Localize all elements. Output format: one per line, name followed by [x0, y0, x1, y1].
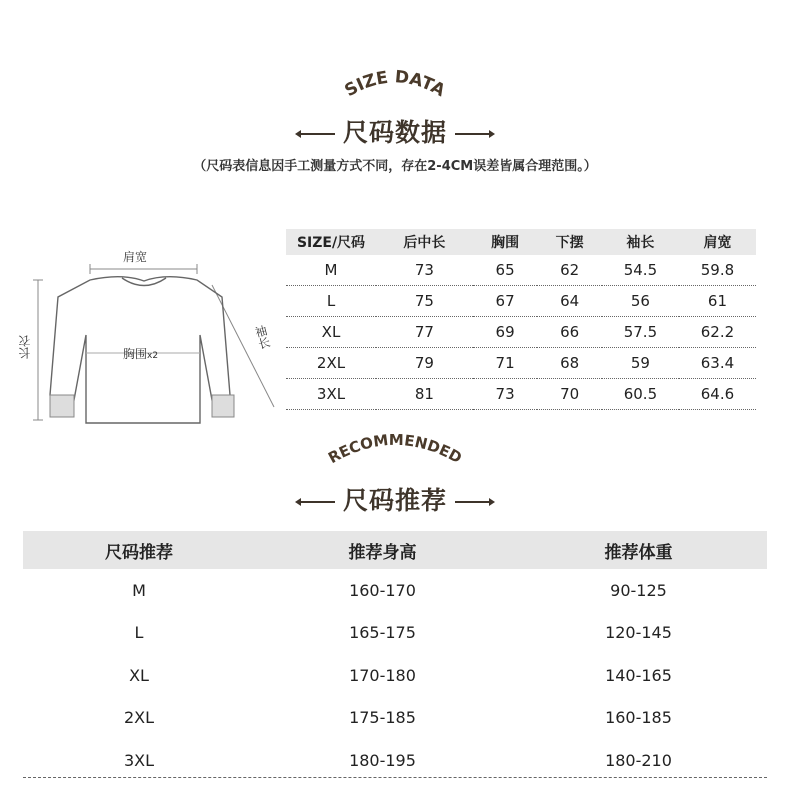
- hem-cell: 64: [537, 286, 602, 317]
- table-row: [286, 286, 756, 317]
- sleeve-cell: 54.5: [602, 255, 679, 286]
- recommend-table: [23, 531, 767, 782]
- table-row: [23, 569, 767, 612]
- header-size: SIZE/尺码: [286, 229, 376, 255]
- size-table-header-row: [286, 229, 756, 255]
- size-cell: L: [286, 286, 376, 317]
- table-row: [286, 317, 756, 348]
- sleeve-cell: 56: [602, 286, 679, 317]
- shoulder-cell: 62.2: [679, 317, 756, 348]
- header-sleeve: 袖长: [602, 229, 679, 255]
- hem-cell: 62: [537, 255, 602, 286]
- svg-text:RECOMMENDED: [325, 431, 465, 467]
- height-cell: 160-170: [349, 580, 416, 600]
- header-hem: 下摆: [537, 229, 602, 255]
- header-recommended-weight: 推荐体重: [510, 531, 767, 569]
- recommended-arc-text: RECOMMENDED: [325, 430, 465, 468]
- shoulder-cell: 63.4: [679, 348, 756, 379]
- sleeve-cell: 57.5: [602, 317, 679, 348]
- weight-cell: 160-185: [605, 708, 672, 728]
- height-cell: 180-195: [349, 750, 416, 770]
- weight-cell: 120-145: [605, 623, 672, 643]
- chest-cell: 73: [473, 379, 538, 410]
- right-ornament: [455, 133, 491, 135]
- chest-multiplier: x2: [147, 351, 159, 361]
- chest-label-text: 胸围: [123, 347, 148, 361]
- header-shoulder: 肩宽: [679, 229, 756, 255]
- measurement-note: （尺码表信息因手工测量方式不同，存在2-4CM误差皆属合理范围。）: [193, 159, 597, 174]
- chest-cell: 71: [473, 348, 538, 379]
- size-data-title: 尺码数据: [342, 118, 447, 147]
- bottom-divider: [23, 777, 767, 778]
- weight-cell: 140-165: [605, 665, 672, 685]
- weight-cell: 90-125: [610, 580, 667, 600]
- hem-cell: 70: [537, 379, 602, 410]
- table-row: [23, 612, 767, 655]
- length-cell: 73: [376, 255, 473, 286]
- header-recommended-size: 尺码推荐: [23, 531, 255, 569]
- size-cell: 3XL: [286, 379, 376, 410]
- recommend-title: 尺码推荐: [342, 486, 447, 515]
- weight-cell: 180-210: [605, 750, 672, 770]
- height-cell: 165-175: [349, 623, 416, 643]
- garment-diagram: [18, 245, 282, 435]
- size-cell: 2XL: [286, 348, 376, 379]
- chest-cell: 69: [473, 317, 538, 348]
- table-row: [286, 348, 756, 379]
- length-cell: 79: [376, 348, 473, 379]
- hem-cell: 68: [537, 348, 602, 379]
- table-row: [286, 379, 756, 410]
- table-row: [286, 255, 756, 286]
- header-length: 后中长: [376, 229, 473, 255]
- size-data-heading: [0, 113, 790, 149]
- length-cell: 77: [376, 317, 473, 348]
- length-label: 长衣: [18, 335, 32, 359]
- svg-text:SIZE DATA: [342, 67, 450, 101]
- size-cell: XL: [286, 317, 376, 348]
- header-chest: 胸围: [473, 229, 538, 255]
- size-table: [286, 229, 756, 410]
- chest-label: [123, 345, 158, 362]
- shoulder-cell: 59.8: [679, 255, 756, 286]
- table-row: [23, 697, 767, 740]
- size-cell: 3XL: [123, 750, 155, 770]
- recommend-header-row: [23, 531, 767, 569]
- table-row: [23, 654, 767, 697]
- size-cell: L: [134, 623, 144, 643]
- header-recommended-height: 推荐身高: [255, 531, 510, 569]
- length-cell: 75: [376, 286, 473, 317]
- size-data-arc-text: SIZE DATA: [341, 67, 449, 102]
- chest-cell: 67: [473, 286, 538, 317]
- size-cell: M: [132, 580, 146, 600]
- height-cell: 175-185: [349, 708, 416, 728]
- table-row: [23, 739, 767, 782]
- right-ornament: [455, 501, 491, 503]
- shoulder-cell: 64.6: [679, 379, 756, 410]
- sleeve-label: 袖长: [252, 323, 272, 351]
- size-cell: 2XL: [123, 708, 155, 728]
- shoulder-width-label: 肩宽: [123, 250, 148, 264]
- chest-cell: 65: [473, 255, 538, 286]
- sleeve-cell: 59: [602, 348, 679, 379]
- size-cell: M: [286, 255, 376, 286]
- length-cell: 81: [376, 379, 473, 410]
- height-cell: 170-180: [349, 665, 416, 685]
- recommend-heading: [0, 481, 790, 517]
- hem-cell: 66: [537, 317, 602, 348]
- size-cell: XL: [129, 665, 149, 685]
- sweatshirt-outline-icon: [22, 245, 282, 435]
- left-ornament: [299, 501, 335, 503]
- shoulder-cell: 61: [679, 286, 756, 317]
- sleeve-cell: 60.5: [602, 379, 679, 410]
- left-ornament: [299, 133, 335, 135]
